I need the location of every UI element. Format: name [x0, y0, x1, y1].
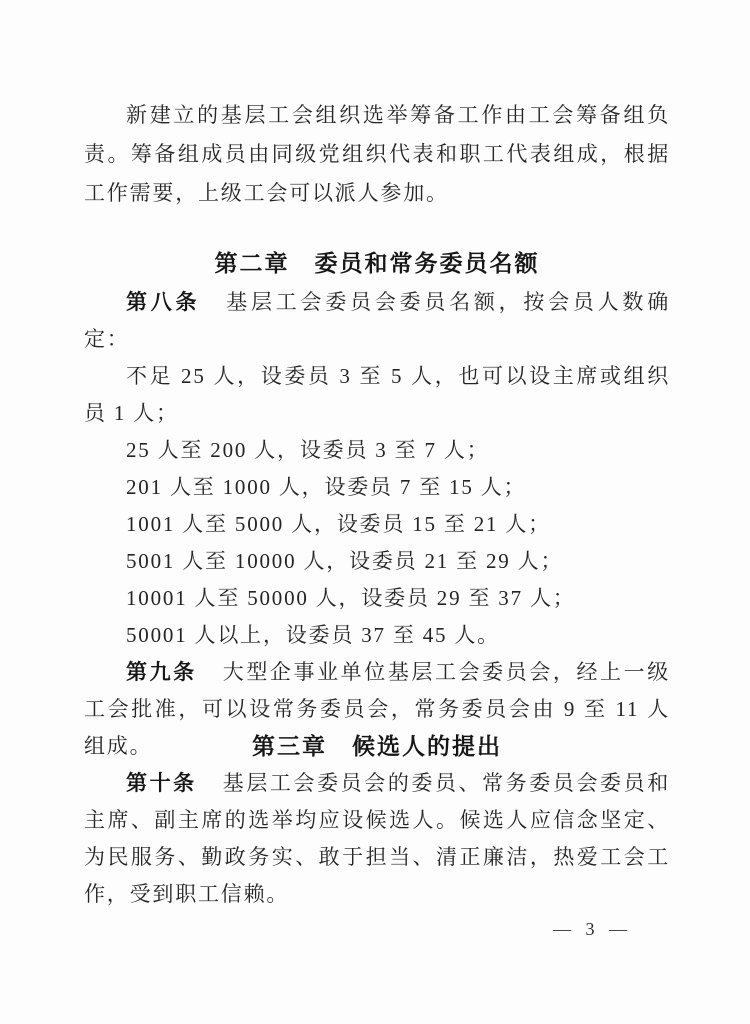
quota-line: 不足 25 人，设委员 3 至 5 人，也可以设主席或组织员 1 人； [84, 364, 670, 425]
chapter-2-title: 第二章 委员和常务委员名额 [214, 250, 540, 276]
article-9-text: 大型企事业单位基层工会委员会，经上一级工会批准，可以设常务委员会，常务委员会由 9 至 11 人组成。 [84, 660, 670, 758]
chapter-2-body [84, 284, 670, 765]
chapter-2-heading-row [84, 246, 670, 280]
page-content [84, 0, 670, 1024]
article-9-number: 第九条 [126, 661, 197, 684]
page-number: — 3 — [553, 919, 632, 939]
article-8-text: 基层工会委员会委员名额，按会员人数确定： [84, 290, 670, 351]
quota-line: 50001 人以上，设委员 37 至 45 人。 [126, 623, 500, 647]
quota-line: 10001 人至 50000 人，设委员 29 至 37 人； [126, 586, 576, 610]
quota-line: 25 人至 200 人，设委员 3 至 7 人； [126, 438, 490, 462]
intro-section [84, 96, 670, 213]
quota-line: 201 人至 1000 人，设委员 7 至 15 人； [126, 475, 527, 499]
article-10-paragraph [84, 765, 670, 913]
article-8-number: 第八条 [126, 291, 201, 314]
article-10-number: 第十条 [126, 772, 197, 795]
chapter-3-heading-row [84, 729, 670, 763]
intro-paragraph: 新建立的基层工会组织选举筹备工作由工会筹备组负责。筹备组成员由同级党组织代表和职工代表组成，根据工作需要，上级工会可以派人参加。 [84, 103, 670, 205]
quota-line: 1001 人至 5000 人，设委员 15 至 21 人； [126, 512, 551, 536]
member-quota-list [84, 358, 670, 654]
chapter-3-title: 第三章 候选人的提出 [252, 733, 502, 759]
article-8-paragraph [84, 284, 670, 358]
article-10-text: 基层工会委员会的委员、常务委员会委员和主席、副主席的选举均应设候选人。候选人应信念坚定、为民服务、勤政务实、敢于担当、清正廉洁，热爱工会工作，受到职工信赖。 [84, 771, 670, 906]
quota-line: 5001 人至 10000 人，设委员 21 至 29 人； [126, 549, 564, 573]
chapter-3-body [84, 765, 670, 913]
